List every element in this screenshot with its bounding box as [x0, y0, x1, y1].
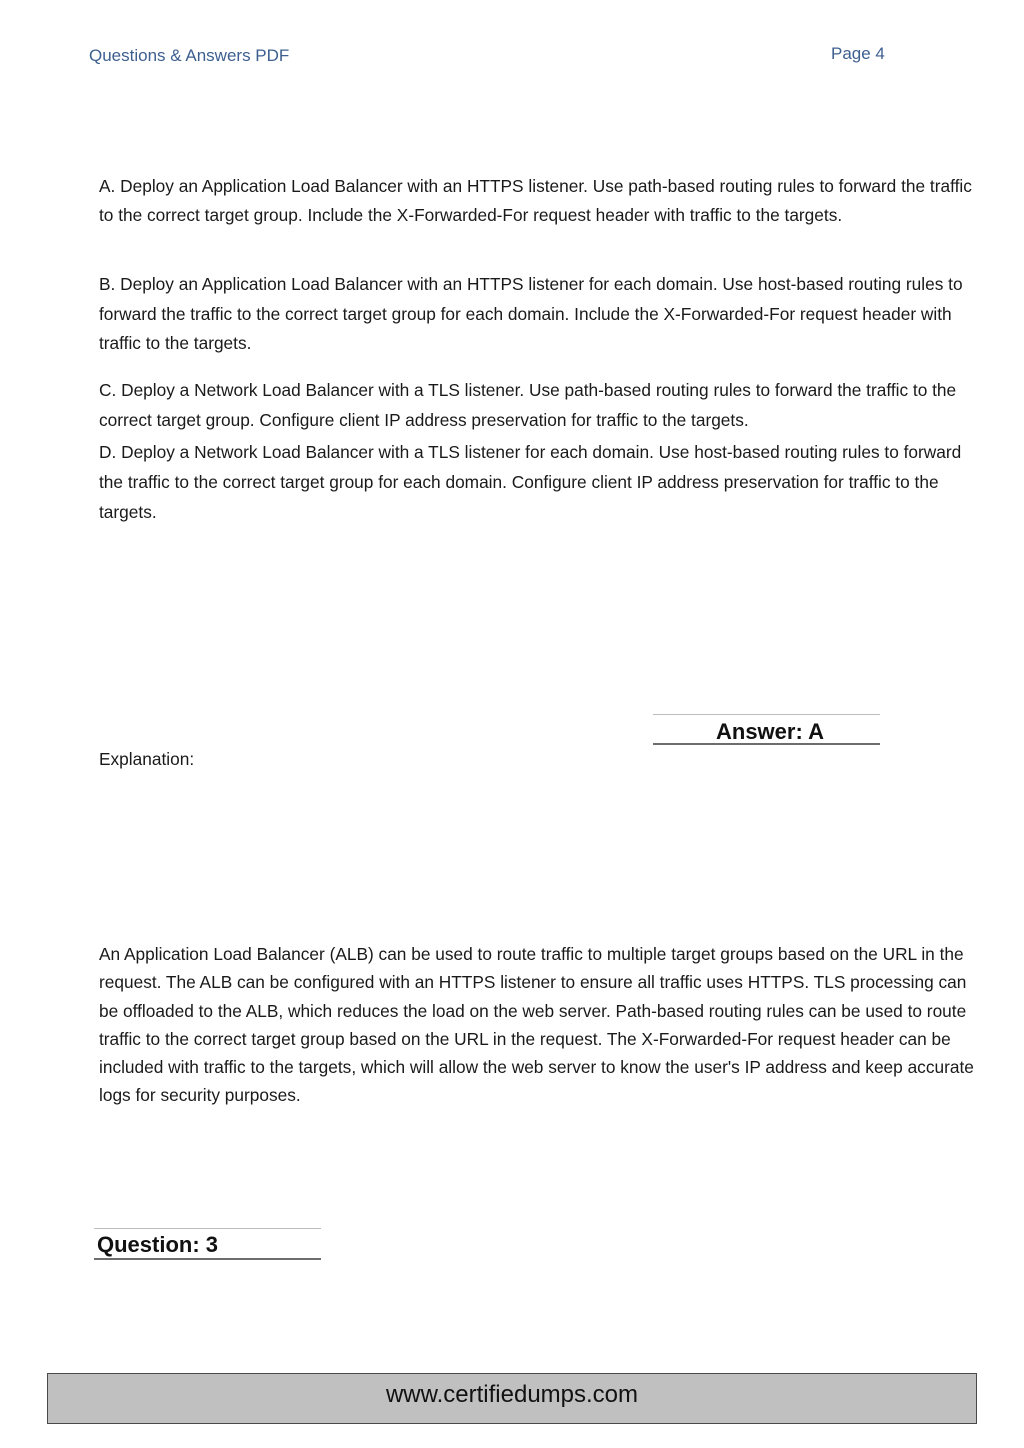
option-a: A. Deploy an Application Load Balancer with an HTTPS listener. Use path-based routing rules to forward the traffic to the correct target group. Include the X-Forwarded-For request header with traffic to the targets. [99, 176, 972, 225]
footer-url[interactable]: www.certifiedumps.com [385, 1381, 639, 1408]
explanation-label: Explanation: [99, 749, 195, 769]
question-heading: Question: 3 [97, 1232, 219, 1257]
page-number: Page 4 [831, 44, 885, 63]
option-c: C. Deploy a Network Load Balancer with a TLS listener. Use path-based routing rules to forward the traffic to the correct target group. Configure client IP address preservation for traffic to the targets. [99, 380, 957, 430]
footer-bar [47, 1373, 977, 1424]
answer-label: Answer: A [716, 719, 824, 744]
option-b: B. Deploy an Application Load Balancer with an HTTPS listener for each domain. Use host-based routing rules to forward the traffic to the correct target group for each domain. Include the X-Forwarded-For request header with traffic to the targets. [99, 274, 963, 353]
option-d: D. Deploy a Network Load Balancer with a TLS listener for each domain. Use host-based routing rules to forward the traffic to the correct target group for each domain. Configure client IP address preservation for traffic to the targets. [99, 442, 962, 522]
explanation-text: An Application Load Balancer (ALB) can be used to route traffic to multiple target groups based on the URL in the request. The ALB can be configured with an HTTPS listener to ensure all traffic uses HTTPS. TLS processing can be offloaded to the ALB, which reduces the load on the web server. Path-based routing rules can be used to route traffic to the correct target group based on the URL in the request. The X-Forwarded-For request header can be included with traffic to the targets, which will allow the web server to know the user's IP address and keep accurate logs for security purposes. [99, 944, 974, 1106]
header-title: Questions & Answers PDF [89, 46, 290, 65]
